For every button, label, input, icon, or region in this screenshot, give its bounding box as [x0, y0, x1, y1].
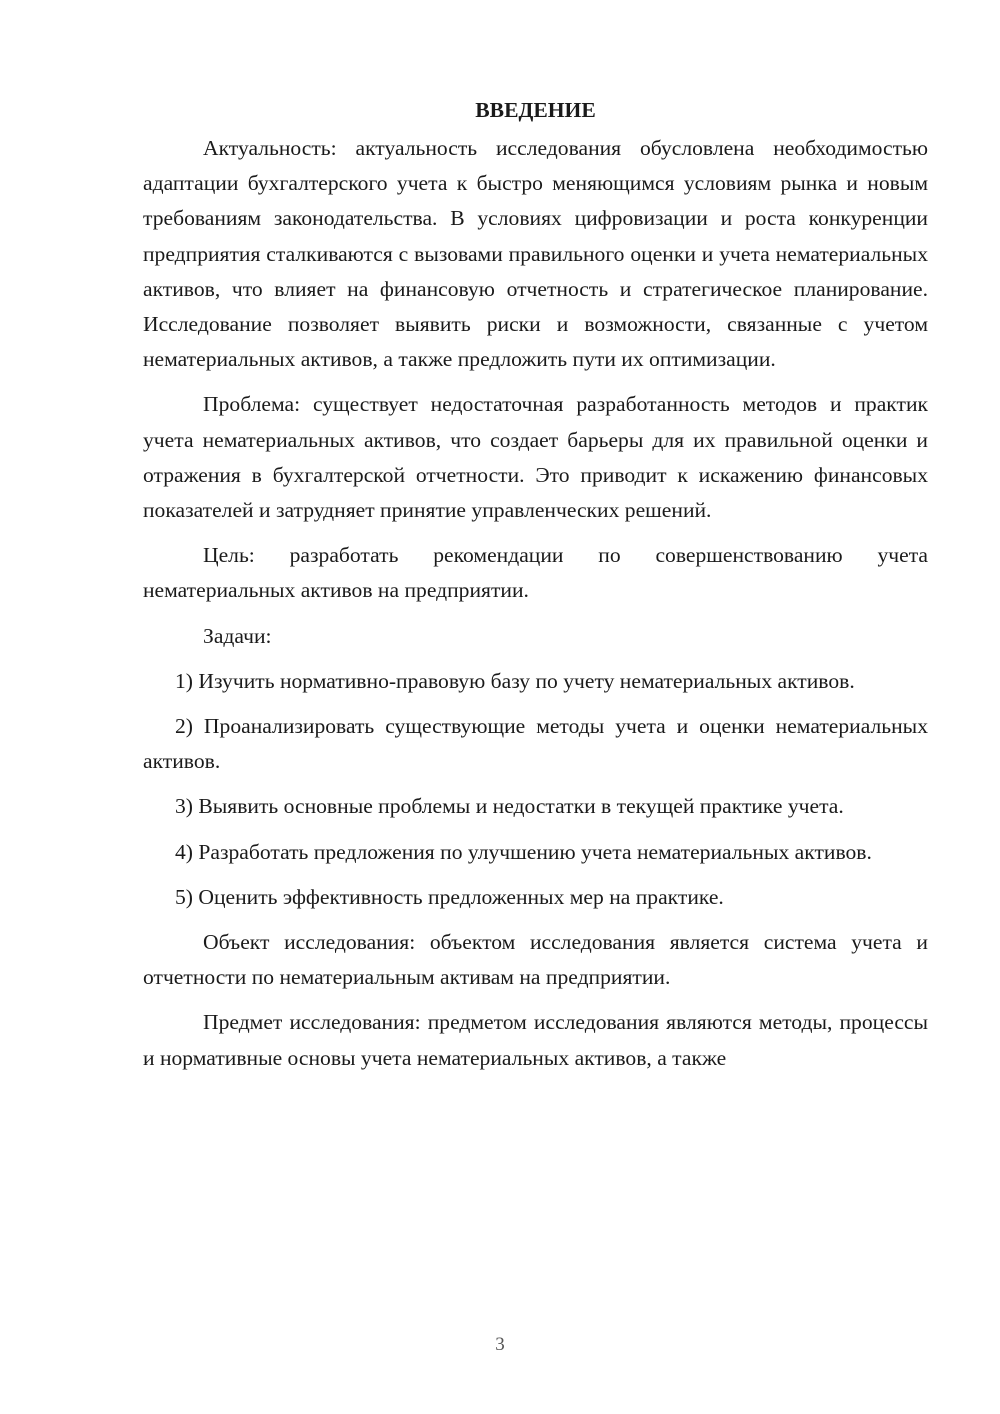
task-item-1: 1) Изучить нормативно-правовую базу по учету нематериальных активов.	[175, 668, 855, 693]
task-item-5: 5) Оценить эффективность предложенных мер на практике.	[175, 884, 724, 909]
page-title: ВВЕДЕНИЕ	[475, 98, 596, 122]
page-content	[143, 93, 928, 1086]
paragraph-goal: Цель: разработать рекомендации по совершенствованию учета нематериальных активов на предприятии.	[143, 543, 928, 603]
task-item-4: 4) Разработать предложения по улучшению учета нематериальных активов.	[175, 839, 872, 864]
tasks-heading: Задачи:	[203, 623, 272, 648]
paragraph-subject: Предмет исследования: предметом исследования являются методы, процессы и нормативные основы учета нематериальных активов, а также	[143, 1010, 928, 1070]
paragraph-problem: Проблема: существует недостаточная разработанность методов и практик учета нематериальных активов, что создает барьеры для их правильной оценки и отражения в бухгалтерской отчетности. Это приводит к искажению финансовых показателей и затрудняет принятие управленческих решений.	[143, 392, 928, 523]
paragraph-object: Объект исследования: объектом исследования является система учета и отчетности по нематериальным активам на предприятии.	[143, 930, 928, 990]
page-number: 3	[495, 1334, 505, 1355]
task-item-3: 3) Выявить основные проблемы и недостатки в текущей практике учета.	[175, 794, 844, 819]
task-item-2: 2) Проанализировать существующие методы учета и оценки нематериальных активов.	[143, 714, 928, 774]
paragraph-relevance: Актуальность: актуальность исследования обусловлена необходимостью адаптации бухгалтерского учета к быстро меняющимся условиям рынка и новым требованиям законодательства. В условиях цифровизации и роста конкуренции предприятия сталкиваются с вызовами правильного оценки и учета нематериальных активов, что влияет на финансовую отчетность и стратегическое планирование. Исследование позволяет выявить риски и возможности, связанные с учетом нематериальных активов, а также предложить пути их оптимизации.	[143, 136, 928, 372]
